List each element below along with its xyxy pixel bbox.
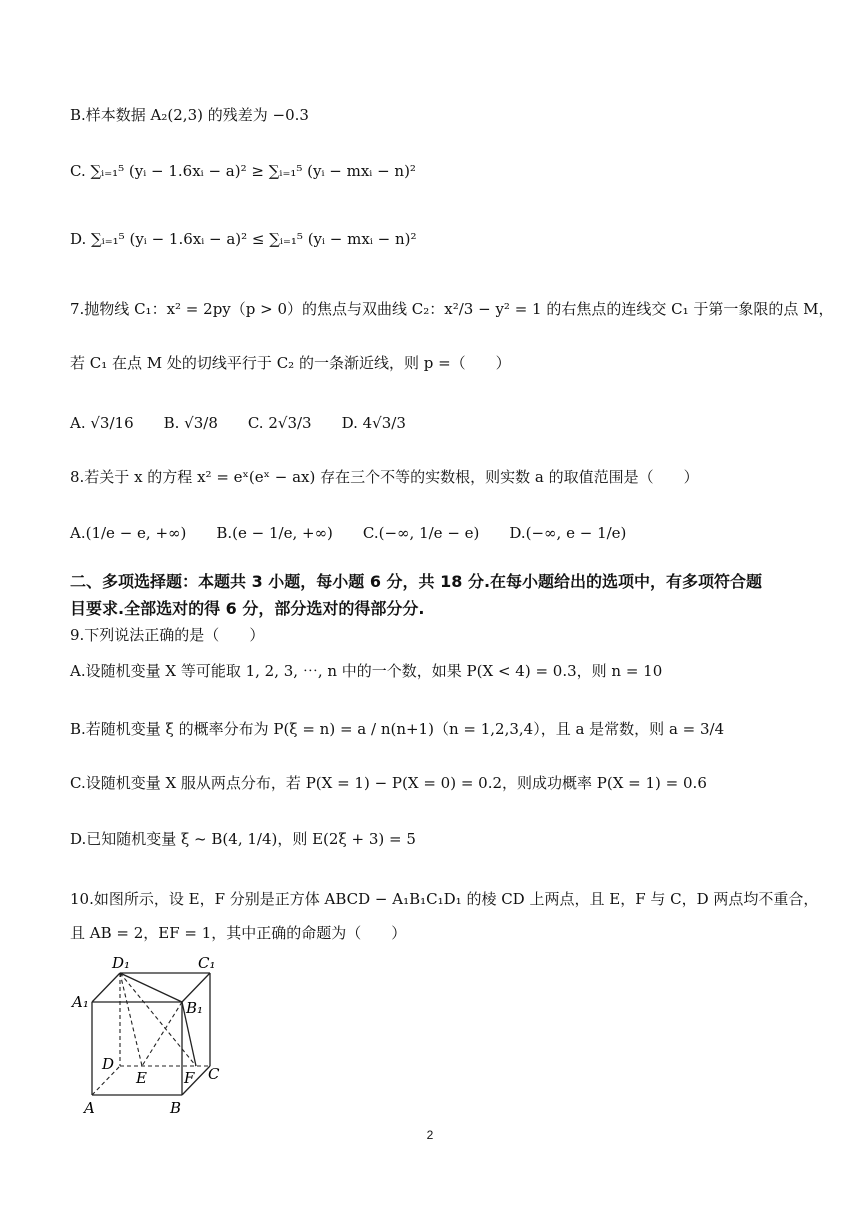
q8-stem: 8.若关于 x 的方程 x² = eˣ(eˣ − ax) 存在三个不等的实数根，则实数 a 的取值范围是（ ）: [70, 468, 699, 486]
segment-b1e-hidden: [142, 1002, 182, 1066]
q7-stem-line2: 若 C₁ 在点 M 处的切线平行于 C₂ 的一条渐近线，则 p =（ ）: [70, 354, 511, 372]
segment-d1b1: [120, 973, 182, 1002]
section2-heading-line2: 目要求.全部选对的得 6 分，部分选对的得部分分.: [70, 599, 425, 618]
label-b1: B₁: [186, 999, 204, 1017]
label-c1: C₁: [198, 955, 216, 972]
segment-d1f-hidden: [120, 973, 196, 1066]
label-f: F: [184, 1069, 195, 1087]
edge-a1d1: [92, 973, 120, 1002]
label-d1: D₁: [112, 955, 131, 972]
label-c: C: [208, 1065, 220, 1083]
label-a1: A₁: [72, 993, 89, 1011]
section2-heading-line1: 二、多项选择题：本题共 3 小题，每小题 6 分，共 18 分.在每小题给出的选项中，有多项符合题: [70, 572, 763, 591]
q10-stem-line2: 且 AB = 2，EF = 1，其中正确的命题为（ ）: [70, 924, 407, 942]
q6-option-b: B.样本数据 A₂(2,3) 的残差为 −0.3: [70, 106, 309, 124]
q9-option-c: C.设随机变量 X 服从两点分布，若 P(X = 1) − P(X = 0) = 0.2，则成功概率 P(X = 1) = 0.6: [70, 774, 707, 792]
page-number: 2: [426, 1128, 434, 1142]
q10-stem-line1: 10.如图所示，设 E，F 分别是正方体 ABCD − A₁B₁C₁D₁ 的棱 CD 上两点，且 E，F 与 C，D 两点均不重合，: [70, 890, 819, 908]
q9-stem: 9.下列说法正确的是（ ）: [70, 626, 265, 644]
q9-option-d: D.已知随机变量 ξ ~ B(4, 1/4)，则 E(2ξ + 3) = 5: [70, 830, 416, 848]
q6-option-c: C. ∑ᵢ₌₁⁵ (yᵢ − 1.6xᵢ − a)² ≥ ∑ᵢ₌₁⁵ (yᵢ − mxᵢ − n)²: [70, 162, 416, 180]
q7-options: A. √3/16 B. √3/8 C. 2√3/3 D. 4√3/3: [70, 414, 406, 432]
label-b: B: [170, 1099, 182, 1117]
q7-stem-line1: 7.抛物线 C₁：x² = 2py（p > 0）的焦点与双曲线 C₂：x²/3 − y² = 1 的右焦点的连线交 C₁ 于第一象限的点 M，: [70, 300, 834, 318]
q9-option-b: B.若随机变量 ξ 的概率分布为 P(ξ = n) = a / n(n+1)（n = 1,2,3,4），且 a 是常数，则 a = 3/4: [70, 720, 725, 738]
label-d: D: [102, 1055, 115, 1073]
cube-figure: [70, 955, 230, 1125]
q8-options: A.(1/e − e, +∞) B.(e − 1/e, +∞) C.(−∞, 1/e − e) D.(−∞, e − 1/e): [70, 524, 627, 542]
label-a: A: [84, 1099, 95, 1117]
q9-option-a: A.设随机变量 X 等可能取 1, 2, 3, ⋯, n 中的一个数，如果 P(X < 4) = 0.3，则 n = 10: [70, 662, 663, 680]
q6-option-d: D. ∑ᵢ₌₁⁵ (yᵢ − 1.6xᵢ − a)² ≤ ∑ᵢ₌₁⁵ (yᵢ − mxᵢ − n)²: [70, 230, 417, 248]
label-e: E: [136, 1069, 147, 1087]
edge-b1c1: [182, 973, 210, 1002]
